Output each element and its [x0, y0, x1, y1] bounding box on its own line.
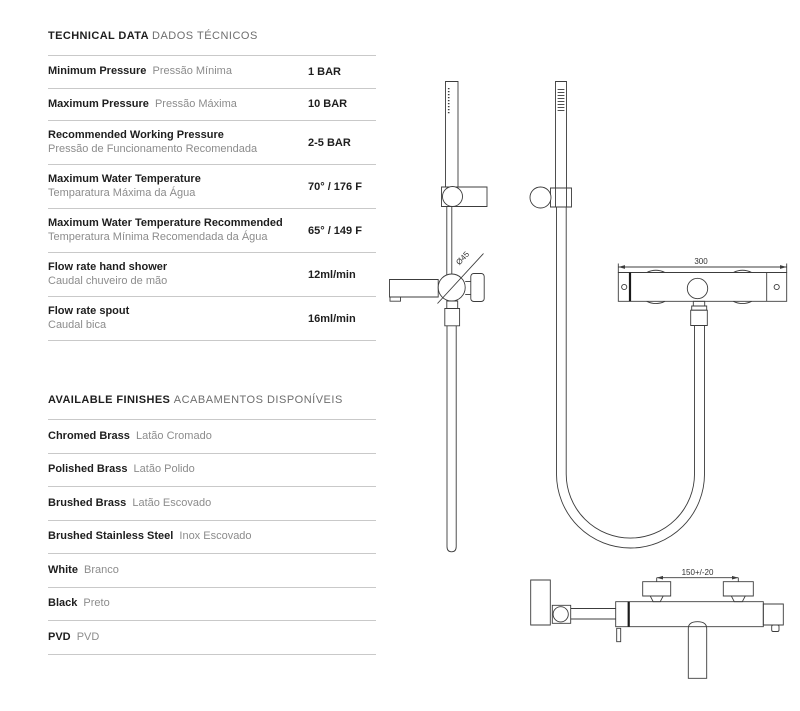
dim-label-inlet-spacing: 150+/-20	[681, 568, 714, 577]
finish-name-pt: PVD	[76, 630, 100, 643]
front-view-handshower-drawing	[530, 82, 705, 549]
lever-pin	[617, 628, 621, 641]
front-view-bar-drawing	[618, 257, 786, 326]
holder-knob-front	[530, 187, 551, 208]
row-label-en: Flow rate hand shower	[48, 261, 168, 273]
bar-body-top	[616, 602, 764, 627]
row-label-pt: Caudal bica	[48, 318, 107, 331]
row-label-en: Minimum Pressure	[48, 65, 147, 77]
row-value: 2-5 BAR	[308, 136, 351, 149]
side-view-drawing	[390, 82, 488, 552]
holder-bracket-front	[551, 188, 572, 207]
temperature-knob-side	[471, 274, 484, 302]
technical-data-title-en: TECHNICAL DATA	[48, 30, 149, 42]
finish-name-pt: Branco	[84, 563, 119, 576]
row-label-pt: Pressão Máxima	[154, 97, 237, 110]
row-label-en: Maximum Pressure	[48, 97, 149, 110]
dim-label-bar-width: 300	[694, 257, 708, 266]
handshower-top	[531, 580, 551, 625]
finish-name-pt: Inox Escovado	[179, 530, 252, 542]
finish-name-en: White	[48, 563, 78, 576]
finish-name-en: Black	[48, 597, 78, 609]
row-value: 1 BAR	[308, 65, 342, 78]
row-value: 16ml/min	[308, 312, 356, 325]
diverter-knob	[687, 278, 707, 298]
screw-hole-right	[774, 284, 779, 289]
hose-outlet-connector	[691, 310, 708, 325]
row-label-en: Recommended Working Pressure	[48, 129, 224, 141]
row-value: 65° / 149 F	[308, 224, 362, 237]
row-label-en: Flow rate spout	[48, 305, 130, 317]
holder-knob-side	[443, 187, 463, 207]
row-label-pt: Pressão de Funcionamento Recomendada	[48, 142, 258, 155]
row-value: 12ml/min	[308, 268, 356, 281]
finish-name-en: PVD	[48, 630, 71, 643]
row-label-en: Maximum Water Temperature	[48, 173, 201, 185]
finish-name-en: Brushed Stainless Steel	[48, 530, 174, 542]
row-label-pt: Temperatura Mínima Recomendada da Água	[48, 230, 268, 243]
hose-connector-side	[445, 309, 460, 326]
handshower-front	[556, 82, 567, 189]
available-finishes-title-pt: ACABAMENTOS DISPONÍVEIS	[173, 394, 343, 406]
finish-name-pt: Latão Cromado	[135, 429, 212, 442]
handshower-side	[446, 82, 459, 188]
end-nub	[772, 625, 779, 632]
finish-name-pt: Latão Escovado	[132, 496, 212, 509]
row-label-pt: Pressão Mínima	[152, 65, 232, 77]
hose-inner	[566, 207, 694, 538]
hose-side	[447, 326, 456, 552]
spout-aerator-lip	[390, 297, 401, 301]
dim-label-valve-diameter: Ø45	[454, 249, 472, 267]
inlet-left	[643, 582, 671, 596]
row-value: 70° / 176 F	[308, 180, 362, 193]
technical-data-title-pt: DADOS TÉCNICOS	[152, 30, 258, 42]
top-view-drawing	[531, 568, 784, 678]
finish-name-en: Chromed Brass	[48, 429, 130, 442]
finish-name-pt: Latão Polido	[133, 463, 195, 475]
finish-name-en: Polished Brass	[48, 463, 128, 475]
row-label-pt: Caudal chuveiro de mão	[48, 274, 168, 287]
inlet-right	[723, 582, 753, 596]
holder-knob-top	[553, 607, 568, 622]
spray-face-hatch	[558, 90, 565, 111]
hose-outer	[557, 207, 705, 548]
spout-top	[688, 622, 706, 679]
bar-end-cap	[763, 604, 783, 625]
row-value: 10 BAR	[308, 98, 348, 111]
row-label-pt: Temparatura Máxima da Água	[48, 186, 196, 199]
row-label-en: Maximum Water Temperature Recommended	[48, 217, 283, 229]
finish-name-pt: Preto	[83, 597, 110, 609]
finish-name-en: Brushed Brass	[48, 496, 127, 509]
screw-hole-left	[622, 284, 627, 289]
available-finishes-title-en: AVAILABLE FINISHES	[48, 394, 171, 406]
spout-side	[390, 280, 439, 298]
